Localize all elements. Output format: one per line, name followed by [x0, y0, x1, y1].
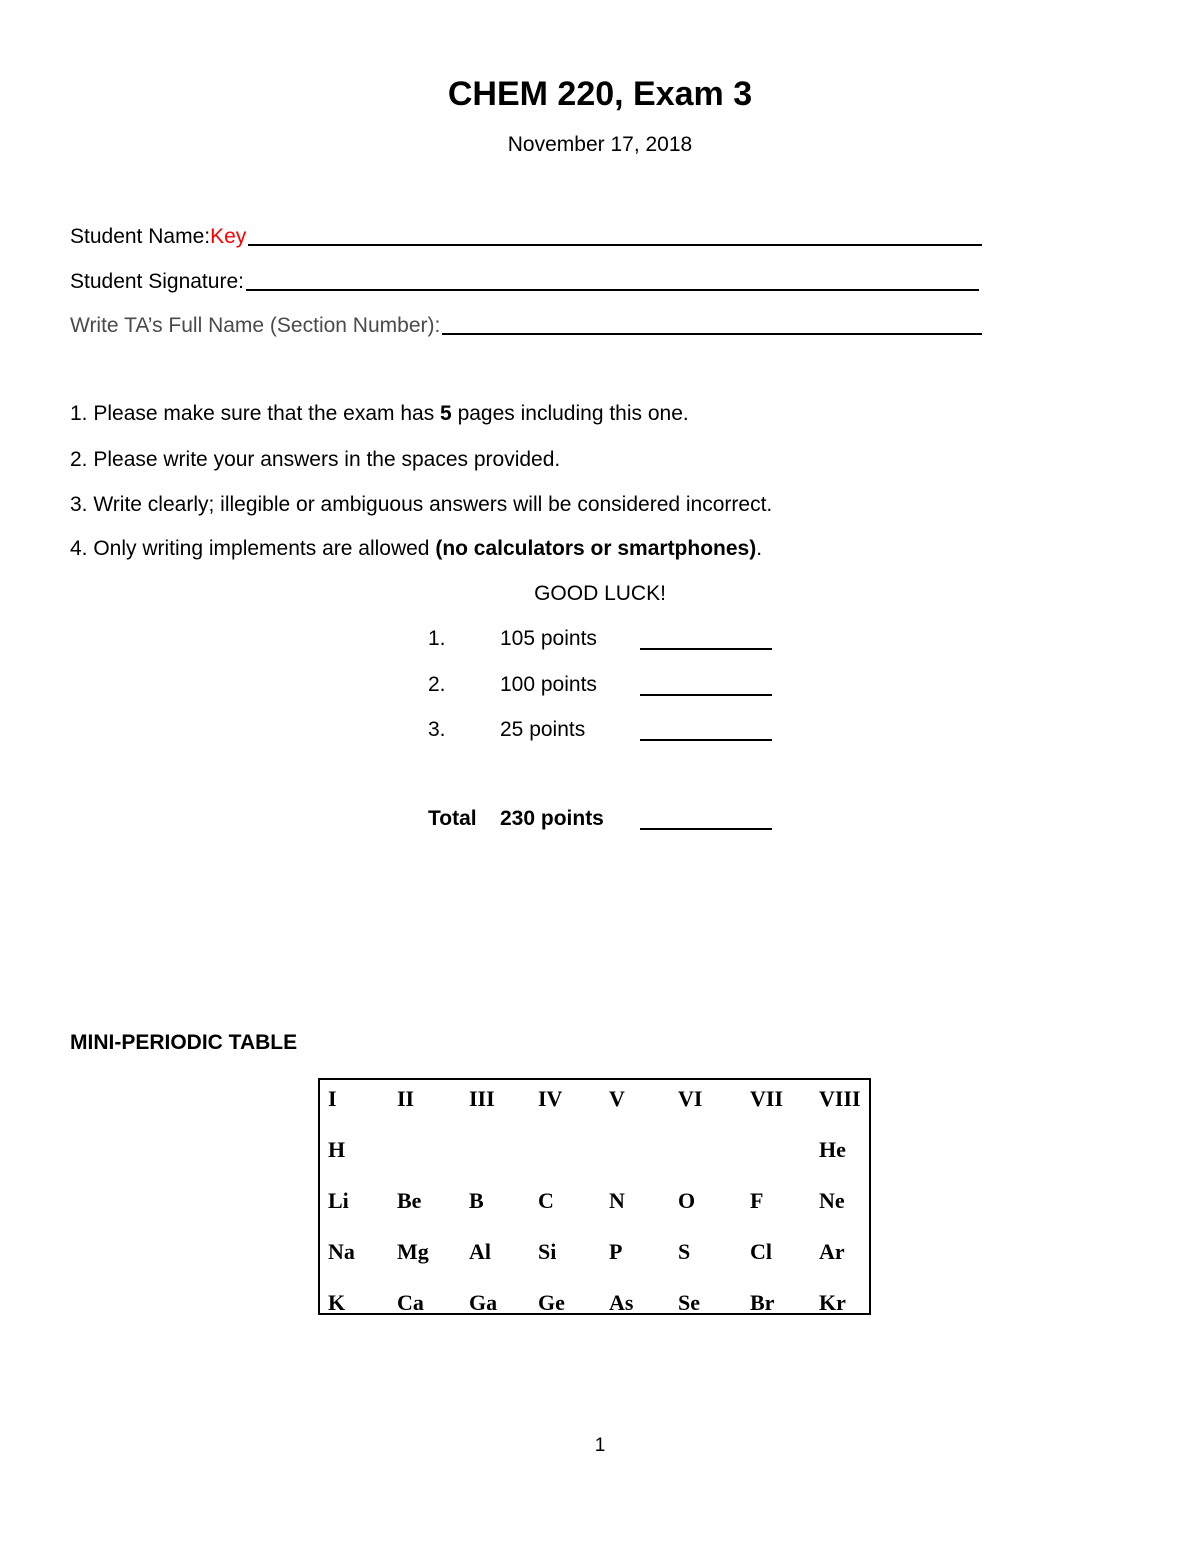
element-symbol: Ne — [819, 1188, 845, 1213]
element-symbol: Ge — [538, 1290, 565, 1315]
student-name-field[interactable] — [70, 222, 982, 250]
instruction-item: 1. Please make sure that the exam has 5 pages including this one. — [70, 402, 689, 425]
element-symbol: Al — [469, 1239, 491, 1264]
group-label: V — [609, 1086, 625, 1111]
student-signature-line[interactable] — [246, 289, 979, 291]
exam-date: November 17, 2018 — [507, 133, 693, 156]
score-blank[interactable] — [640, 717, 772, 741]
element-symbol: K — [328, 1290, 346, 1315]
question-points: 25 points — [500, 718, 586, 741]
student-signature-label: Student Signature: — [70, 270, 244, 293]
group-label: IV — [538, 1086, 563, 1111]
element-symbol: H — [328, 1137, 346, 1162]
group-label: VIII — [819, 1086, 861, 1111]
total-label: Total — [428, 807, 477, 830]
score-blank[interactable] — [640, 626, 772, 650]
element-symbol: Ga — [469, 1290, 498, 1315]
instruction-item: 2. Please write your answers in the spaces provided. — [70, 448, 561, 471]
periodic-table-title: MINI-PERIODIC TABLE — [70, 1031, 298, 1054]
group-label: III — [469, 1086, 495, 1111]
ta-name-line[interactable] — [442, 333, 982, 335]
element-symbol: O — [678, 1188, 696, 1213]
element-symbol: N — [609, 1188, 625, 1213]
student-name-label: Student Name: — [70, 225, 211, 248]
element-symbol: Si — [538, 1239, 557, 1264]
element-symbol: Cl — [750, 1239, 772, 1264]
score-blank[interactable] — [640, 672, 772, 696]
element-symbol: Se — [678, 1290, 700, 1315]
instruction-item: 3. Write clearly; illegible or ambiguous answers will be considered incorrect. — [70, 493, 773, 516]
group-label: VI — [678, 1086, 703, 1111]
mini-periodic-table — [318, 1078, 871, 1315]
question-number: 2. — [428, 673, 446, 696]
exam-title: CHEM 220, Exam 3 — [447, 75, 753, 113]
group-label: VII — [750, 1086, 784, 1111]
element-symbol: B — [469, 1188, 484, 1213]
group-label: I — [328, 1086, 337, 1111]
question-number: 3. — [428, 718, 446, 741]
student-name-value: Key — [210, 225, 247, 248]
element-symbol: Be — [397, 1188, 422, 1213]
page-number: 1 — [594, 1435, 606, 1456]
student-name-line[interactable] — [248, 244, 982, 246]
total-points: 230 points — [500, 807, 604, 830]
element-symbol: C — [538, 1188, 554, 1213]
element-symbol: He — [819, 1137, 846, 1162]
element-symbol: P — [609, 1239, 623, 1264]
element-symbol: As — [609, 1290, 634, 1315]
total-score-blank[interactable] — [640, 806, 772, 830]
element-symbol: Br — [750, 1290, 775, 1315]
instruction-item: 4. Only writing implements are allowed (no calculators or smartphones). — [70, 537, 763, 560]
element-symbol: S — [678, 1239, 691, 1264]
element-symbol: Kr — [819, 1290, 846, 1315]
element-symbol: Na — [328, 1239, 355, 1264]
element-symbol: Ca — [397, 1290, 424, 1315]
question-points: 105 points — [500, 627, 597, 650]
group-label: II — [397, 1086, 415, 1111]
ta-name-field[interactable] — [70, 311, 982, 339]
question-number: 1. — [428, 627, 446, 650]
ta-name-label: Write TA’s Full Name (Section Number): — [70, 314, 441, 337]
element-symbol: Li — [328, 1188, 349, 1213]
question-points: 100 points — [500, 673, 597, 696]
element-symbol: Mg — [397, 1239, 429, 1264]
good-luck-text: GOOD LUCK! — [534, 582, 666, 605]
element-symbol: F — [750, 1188, 764, 1213]
element-symbol: Ar — [819, 1239, 845, 1264]
student-signature-field[interactable] — [70, 267, 979, 295]
